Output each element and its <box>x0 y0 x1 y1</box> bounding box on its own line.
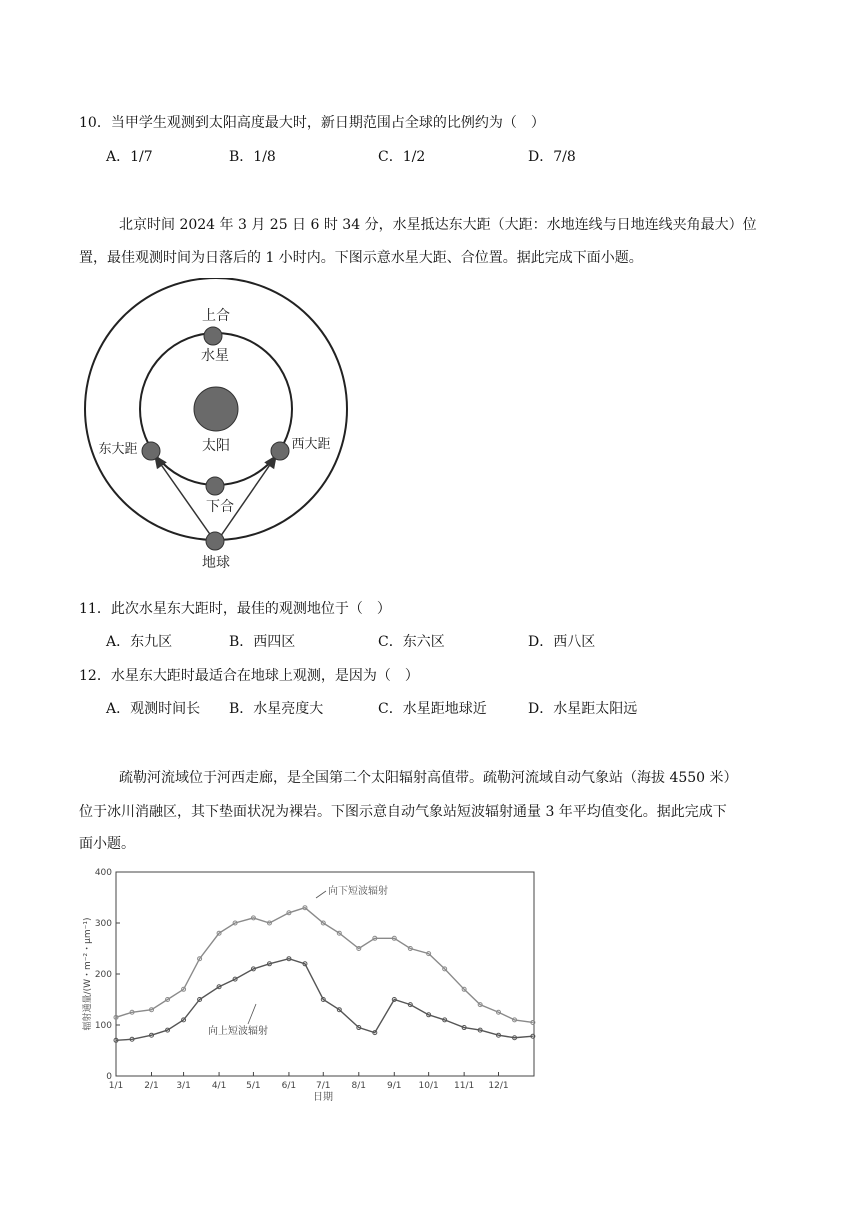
series-label-up-pointer <box>248 1004 256 1024</box>
label-lower-conjunction: 下合 <box>206 499 234 515</box>
y-tick-label: 100 <box>94 1021 112 1031</box>
x-tick-label: 11/1 <box>454 1081 475 1091</box>
passage1-line-1: 北京时间 2024 年 3 月 25 日 6 时 34 分，水星抵达东大距（大距：水地连线与日地连线夹角最大）位 <box>119 217 757 233</box>
label-earth: 地球 <box>202 555 230 571</box>
label-mercury: 水星 <box>201 348 229 364</box>
q10-option-c: C．1/2 <box>378 149 426 165</box>
x-tick-label: 8/1 <box>351 1081 367 1091</box>
passage2-line-1: 疏勒河流域位于河西走廊，是全国第二个太阳辐射高值带。疏勒河流域自动气象站（海拔 4550 米） <box>119 770 738 786</box>
q10-option-a: A．1/7 <box>106 149 153 165</box>
y-tick-label: 300 <box>94 919 112 929</box>
mercury-east-elongation <box>142 442 160 460</box>
mercury-west-elongation <box>271 442 289 460</box>
earth <box>206 532 224 550</box>
x-tick-label: 2/1 <box>144 1081 159 1091</box>
y-tick-label: 200 <box>94 970 112 980</box>
q11-option-b: B．西四区 <box>229 634 296 650</box>
mercury-upper-conjunction <box>204 327 222 345</box>
question-10-stem: 10．当甲学生观测到太阳高度最大时，新日期范围占全球的比例约为（ ） <box>79 115 545 131</box>
series-label-down: 向下短波辐射 <box>328 886 388 897</box>
q10-option-b: B．1/8 <box>229 149 276 165</box>
x-tick-label: 5/1 <box>246 1081 261 1091</box>
label-east-elongation: 东大距 <box>98 442 138 457</box>
passage2-line-3: 面小题。 <box>79 836 135 852</box>
x-tick-label: 6/1 <box>281 1081 297 1091</box>
mercury-lower-conjunction <box>206 477 224 495</box>
sightline-west <box>218 456 276 540</box>
question-11-stem: 11．此次水星东大距时，最佳的观测地位于（ ） <box>79 601 391 617</box>
q10-option-d: D．7/8 <box>528 149 576 165</box>
series-line-up <box>116 959 533 1041</box>
x-tick-label: 7/1 <box>316 1081 331 1091</box>
chart-x-axis-label: 日期 <box>313 1092 333 1103</box>
x-tick-label: 9/1 <box>387 1081 402 1091</box>
q11-option-c: C．东六区 <box>378 634 445 650</box>
label-west-elongation: 西大距 <box>291 437 331 452</box>
q11-option-a: A．东九区 <box>106 634 173 650</box>
q12-option-a: A．观测时间长 <box>106 701 201 717</box>
q11-option-d: D．西八区 <box>528 634 596 650</box>
passage2-line-2: 位于冰川消融区，其下垫面状况为裸岩。下图示意自动气象站短波辐射通量 3 年平均值变化。据此完成下 <box>79 804 727 820</box>
x-tick-label: 12/1 <box>488 1081 509 1091</box>
series-label-down-pointer <box>316 891 326 898</box>
x-tick-label: 10/1 <box>418 1081 439 1091</box>
x-tick-label: 1/1 <box>108 1081 124 1091</box>
y-tick-label: 0 <box>106 1072 112 1082</box>
question-12-stem: 12．水星东大距时最适合在地球上观测，是因为（ ） <box>79 668 419 684</box>
chart-plot-frame <box>116 872 534 1076</box>
q12-option-c: C．水星距地球近 <box>378 701 487 717</box>
sightline-east <box>155 456 214 540</box>
x-tick-label: 4/1 <box>211 1081 227 1091</box>
chart-y-axis-label: 辐射通量/(W・m⁻²・μm⁻¹) <box>83 917 93 1031</box>
q12-option-d: D．水星距太阳远 <box>528 701 638 717</box>
label-sun: 太阳 <box>202 438 230 454</box>
radiation-chart <box>78 862 544 1106</box>
series-label-up: 向上短波辐射 <box>208 1026 268 1037</box>
y-tick-label: 400 <box>94 868 112 878</box>
x-tick-label: 3/1 <box>176 1081 191 1091</box>
sun <box>194 387 238 431</box>
q12-option-b: B．水星亮度大 <box>229 701 324 717</box>
orbit-diagram <box>80 278 352 578</box>
passage1-line-2: 置，最佳观测时间为日落后的 1 小时内。下图示意水星大距、合位置。据此完成下面小题。 <box>79 250 643 266</box>
label-upper-conjunction: 上合 <box>202 308 230 324</box>
